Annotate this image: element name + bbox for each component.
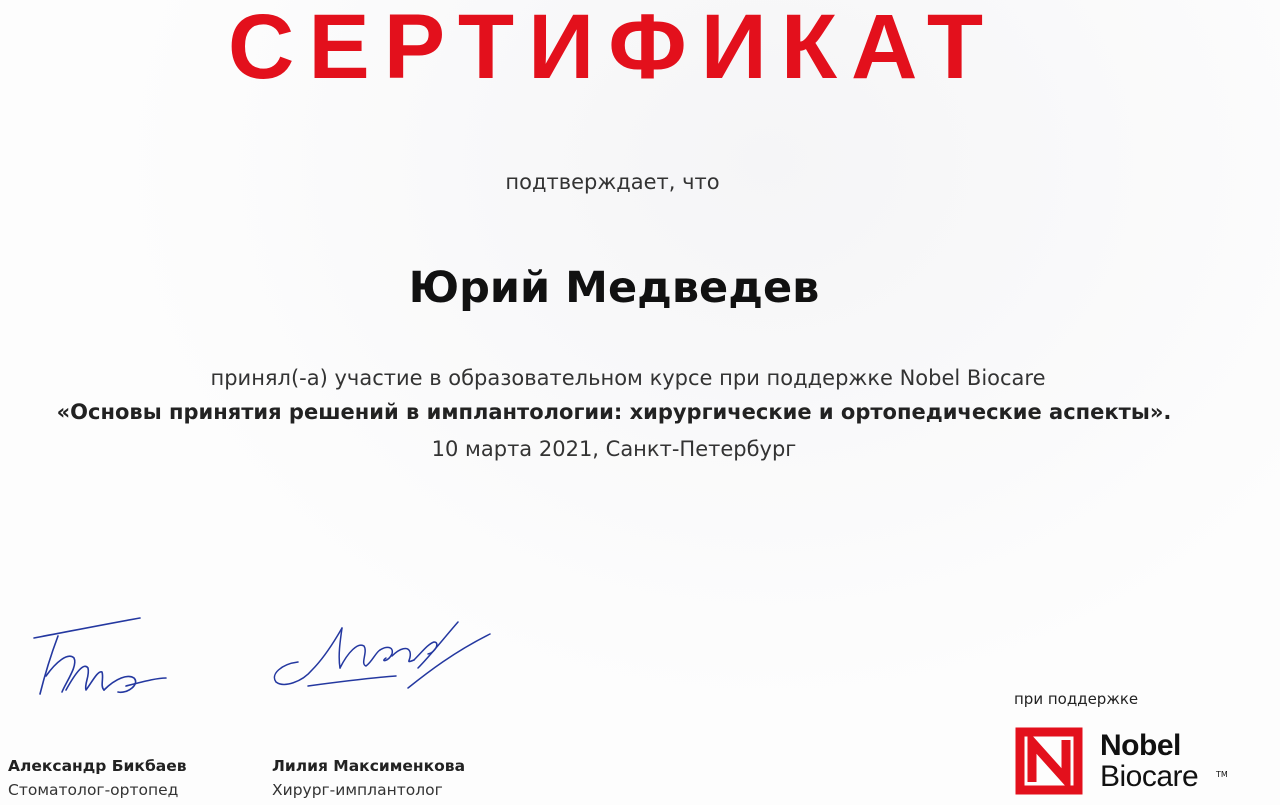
trademark-mark: TM <box>1216 770 1228 779</box>
signatory-name: Александр Бикбаев <box>8 757 187 775</box>
signature-1 <box>6 612 176 702</box>
signatory-role: Стоматолог-ортопед <box>8 781 179 799</box>
certificate-title: СЕРТИФИКАТ <box>227 0 998 98</box>
date-place: 10 марта 2021, Санкт-Петербург <box>431 437 797 461</box>
sponsor-label: при поддержке <box>1014 690 1139 708</box>
confirms-text: подтверждает, что <box>505 170 720 194</box>
signature-2 <box>268 612 498 702</box>
signatory-role: Хирург-имплантолог <box>272 781 443 799</box>
course-title: «Основы принятия решений в имплантологии: хирургические и ортопедические аспекты». <box>56 400 1172 424</box>
recipient-name: Юрий Медведев <box>408 263 820 313</box>
brand-line-1: Nobel <box>1100 729 1181 762</box>
signatory-2 <box>272 754 465 802</box>
nobel-biocare-mark-icon <box>1014 726 1084 796</box>
nobel-biocare-logo <box>1014 726 1254 796</box>
brand-line-2: Biocare <box>1100 760 1199 793</box>
participation-text: принял(-а) участие в образовательном курсе при поддержке Nobel Biocare <box>210 366 1046 390</box>
signatory-name: Лилия Максименкова <box>272 757 466 775</box>
signatory-1 <box>8 754 187 802</box>
